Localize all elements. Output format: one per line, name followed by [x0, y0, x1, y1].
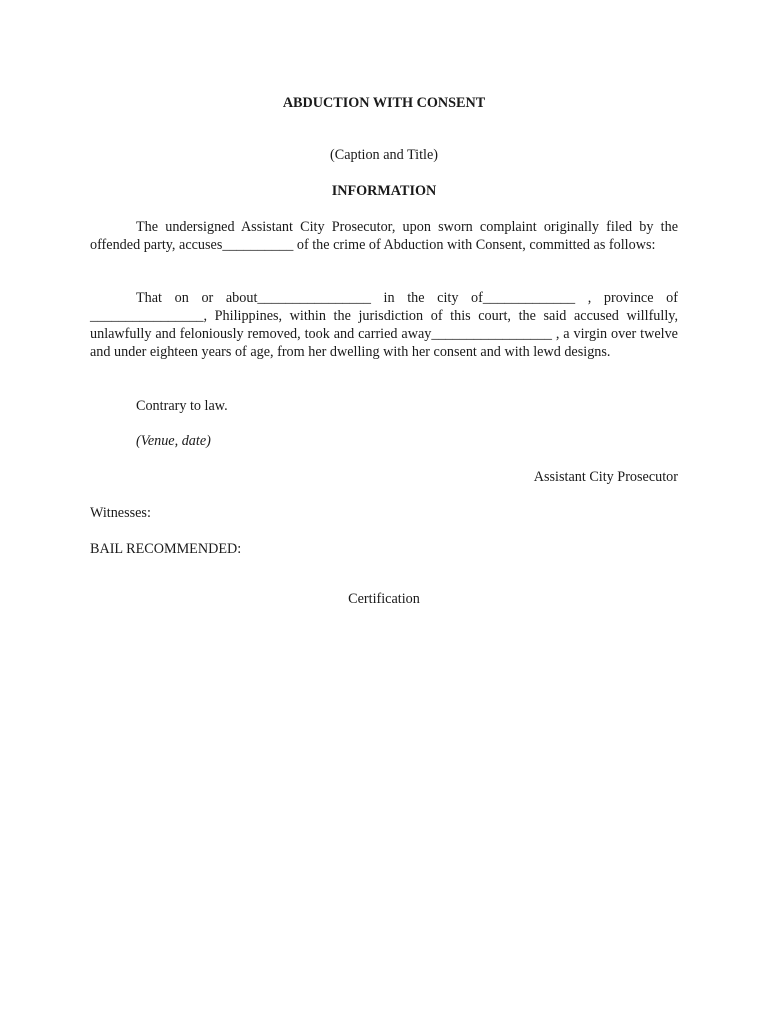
- signatory-title: Assistant City Prosecutor: [533, 469, 678, 485]
- certification-heading: Certification: [348, 591, 420, 607]
- paragraph-facts-text-d: , Philippines, within the jurisdiction of this court, the said accused willfully, unlawfully and feloniously removed, took and carried away: [90, 308, 678, 342]
- blank-accused: __________: [222, 237, 294, 253]
- blank-victim: _________________: [431, 326, 552, 342]
- bail-recommended-label: BAIL RECOMMENDED:: [90, 541, 242, 557]
- paragraph-accusation-text-b: of the crime of Abduction with Consent, committed as follows:: [293, 237, 656, 253]
- blank-city: _____________: [482, 290, 576, 306]
- witnesses-label: Witnesses:: [90, 505, 151, 521]
- section-title: INFORMATION: [331, 183, 437, 199]
- document-heading: ABDUCTION WITH CONSENT: [282, 95, 486, 111]
- caption-placeholder: (Caption and Title): [330, 147, 438, 163]
- contrary-to-law: Contrary to law.: [136, 398, 228, 414]
- paragraph-facts-text-c: , province of: [575, 290, 678, 306]
- paragraph-accusation: [90, 218, 678, 254]
- paragraph-facts-text-a: That on or about: [136, 290, 258, 306]
- paragraph-facts-text-b: in the city of: [370, 290, 483, 306]
- paragraph-facts: [90, 289, 678, 361]
- paragraph-facts-text-e: , a virgin over twelve and under eighteen years of age, from her dwelling with her consent and with lewd designs.: [90, 326, 678, 360]
- venue-date-placeholder: (Venue, date): [136, 433, 211, 449]
- paragraph-accusation-text-a: The undersigned Assistant City Prosecutor, upon sworn complaint originally filed by the offended party, accuses: [90, 219, 678, 253]
- blank-date: ________________: [257, 290, 371, 306]
- blank-province: ________________: [90, 308, 204, 324]
